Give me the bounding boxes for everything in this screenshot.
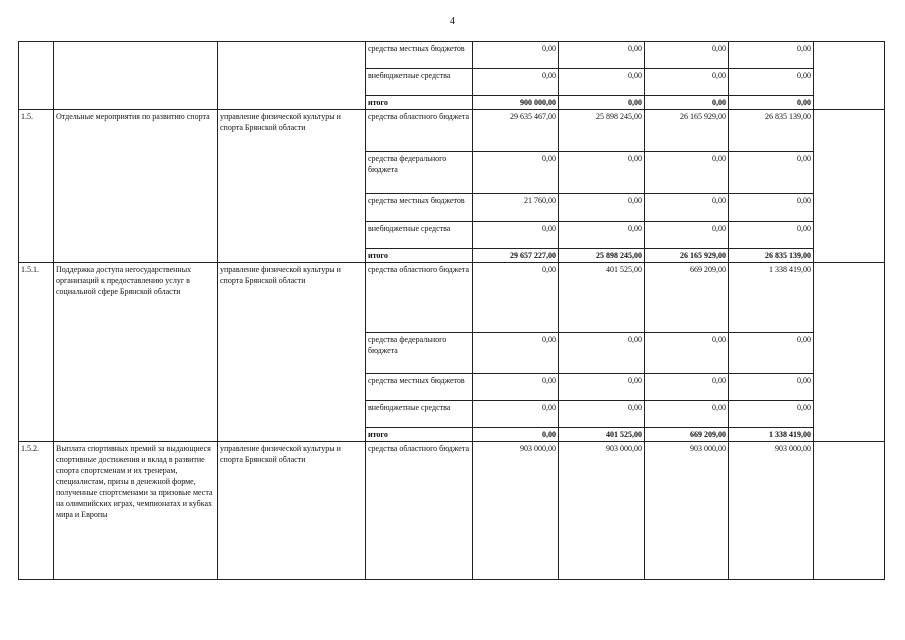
amount-cell: 0,00 bbox=[559, 401, 645, 428]
amount-cell: 0,00 bbox=[645, 69, 729, 96]
budget-table bbox=[18, 41, 885, 580]
amount-cell: 0,00 bbox=[729, 333, 814, 374]
source-cell: средства областного бюджета bbox=[366, 442, 473, 580]
amount-cell: 0,00 bbox=[559, 222, 645, 249]
amount-cell: 0,00 bbox=[559, 96, 645, 110]
event-name-cell: Отдельные мероприятия по развитию спорта bbox=[54, 110, 218, 263]
amount-cell: 26 835 139,00 bbox=[729, 110, 814, 152]
table-row bbox=[19, 110, 885, 152]
amount-cell: 0,00 bbox=[559, 194, 645, 222]
amount-cell: 0,00 bbox=[473, 401, 559, 428]
note-cell bbox=[814, 110, 885, 263]
executor-cell: управление физической культуры и спорта Брянской области bbox=[218, 442, 366, 580]
table-row bbox=[19, 442, 885, 580]
amount-cell: 26 165 929,00 bbox=[645, 249, 729, 263]
source-cell: внебюджетные средства bbox=[366, 69, 473, 96]
amount-cell: 0,00 bbox=[729, 69, 814, 96]
source-cell: средства федерального бюджета bbox=[366, 333, 473, 374]
source-cell: средства областного бюджета bbox=[366, 263, 473, 333]
source-cell: итого bbox=[366, 249, 473, 263]
code-cell: 1.5. bbox=[19, 110, 54, 263]
amount-cell: 0,00 bbox=[645, 333, 729, 374]
amount-cell: 0,00 bbox=[473, 69, 559, 96]
amount-cell: 0,00 bbox=[729, 194, 814, 222]
amount-cell: 0,00 bbox=[729, 374, 814, 401]
table-row bbox=[19, 42, 885, 69]
amount-cell: 26 165 929,00 bbox=[645, 110, 729, 152]
amount-cell: 0,00 bbox=[559, 42, 645, 69]
amount-cell: 0,00 bbox=[729, 96, 814, 110]
amount-cell: 21 760,00 bbox=[473, 194, 559, 222]
amount-cell: 0,00 bbox=[559, 69, 645, 96]
amount-cell: 26 835 139,00 bbox=[729, 249, 814, 263]
amount-cell: 0,00 bbox=[473, 152, 559, 194]
source-cell: средства местных бюджетов bbox=[366, 194, 473, 222]
amount-cell: 0,00 bbox=[645, 374, 729, 401]
note-cell bbox=[814, 42, 885, 110]
amount-cell: 903 000,00 bbox=[729, 442, 814, 580]
code-cell: 1.5.2. bbox=[19, 442, 54, 580]
event-name-cell: Выплата спортивных премий за выдающиеся спортивные достижения и вклад в развитие спорта спортсменам и их тренерам, специалистам, призы в денежной форме, полученные спортсменами за призовые места на олимпийских играх, чемпионатах и кубках мира и Европы bbox=[54, 442, 218, 580]
amount-cell: 0,00 bbox=[473, 42, 559, 69]
amount-cell: 0,00 bbox=[729, 42, 814, 69]
amount-cell: 0,00 bbox=[473, 333, 559, 374]
amount-cell: 0,00 bbox=[645, 42, 729, 69]
amount-cell: 0,00 bbox=[559, 374, 645, 401]
amount-cell: 0,00 bbox=[729, 222, 814, 249]
amount-cell: 0,00 bbox=[645, 222, 729, 249]
amount-cell: 0,00 bbox=[729, 152, 814, 194]
amount-cell: 0,00 bbox=[559, 152, 645, 194]
amount-cell: 1 338 419,00 bbox=[729, 263, 814, 333]
source-cell: итого bbox=[366, 428, 473, 442]
amount-cell: 25 898 245,00 bbox=[559, 249, 645, 263]
amount-cell: 0,00 bbox=[645, 152, 729, 194]
amount-cell: 0,00 bbox=[645, 194, 729, 222]
amount-cell: 0,00 bbox=[473, 263, 559, 333]
code-cell bbox=[19, 42, 54, 110]
source-cell: внебюджетные средства bbox=[366, 401, 473, 428]
amount-cell: 0,00 bbox=[559, 333, 645, 374]
note-cell bbox=[814, 442, 885, 580]
note-cell bbox=[814, 263, 885, 442]
amount-cell: 29 657 227,00 bbox=[473, 249, 559, 263]
amount-cell: 669 209,00 bbox=[645, 263, 729, 333]
amount-cell: 29 635 467,00 bbox=[473, 110, 559, 152]
amount-cell: 0,00 bbox=[729, 401, 814, 428]
page-number: 4 bbox=[450, 16, 455, 27]
table-row bbox=[19, 263, 885, 333]
source-cell: внебюджетные средства bbox=[366, 222, 473, 249]
amount-cell: 25 898 245,00 bbox=[559, 110, 645, 152]
amount-cell: 903 000,00 bbox=[645, 442, 729, 580]
amount-cell: 0,00 bbox=[645, 96, 729, 110]
source-cell: средства областного бюджета bbox=[366, 110, 473, 152]
source-cell: средства местных бюджетов bbox=[366, 374, 473, 401]
amount-cell: 0,00 bbox=[473, 374, 559, 401]
event-name-cell bbox=[54, 42, 218, 110]
code-cell: 1.5.1. bbox=[19, 263, 54, 442]
source-cell: средства федерального бюджета bbox=[366, 152, 473, 194]
amount-cell: 669 209,00 bbox=[645, 428, 729, 442]
amount-cell: 0,00 bbox=[473, 428, 559, 442]
executor-cell: управление физической культуры и спорта Брянской области bbox=[218, 263, 366, 442]
amount-cell: 1 338 419,00 bbox=[729, 428, 814, 442]
executor-cell bbox=[218, 42, 366, 110]
amount-cell: 903 000,00 bbox=[473, 442, 559, 580]
source-cell: средства местных бюджетов bbox=[366, 42, 473, 69]
amount-cell: 903 000,00 bbox=[559, 442, 645, 580]
amount-cell: 401 525,00 bbox=[559, 263, 645, 333]
executor-cell: управление физической культуры и спорта Брянской области bbox=[218, 110, 366, 263]
event-name-cell: Поддержка доступа негосударственных организаций к предоставлению услуг в социальной сфере Брянской области bbox=[54, 263, 218, 442]
amount-cell: 900 000,00 bbox=[473, 96, 559, 110]
amount-cell: 0,00 bbox=[645, 401, 729, 428]
source-cell: итого bbox=[366, 96, 473, 110]
amount-cell: 0,00 bbox=[473, 222, 559, 249]
amount-cell: 401 525,00 bbox=[559, 428, 645, 442]
